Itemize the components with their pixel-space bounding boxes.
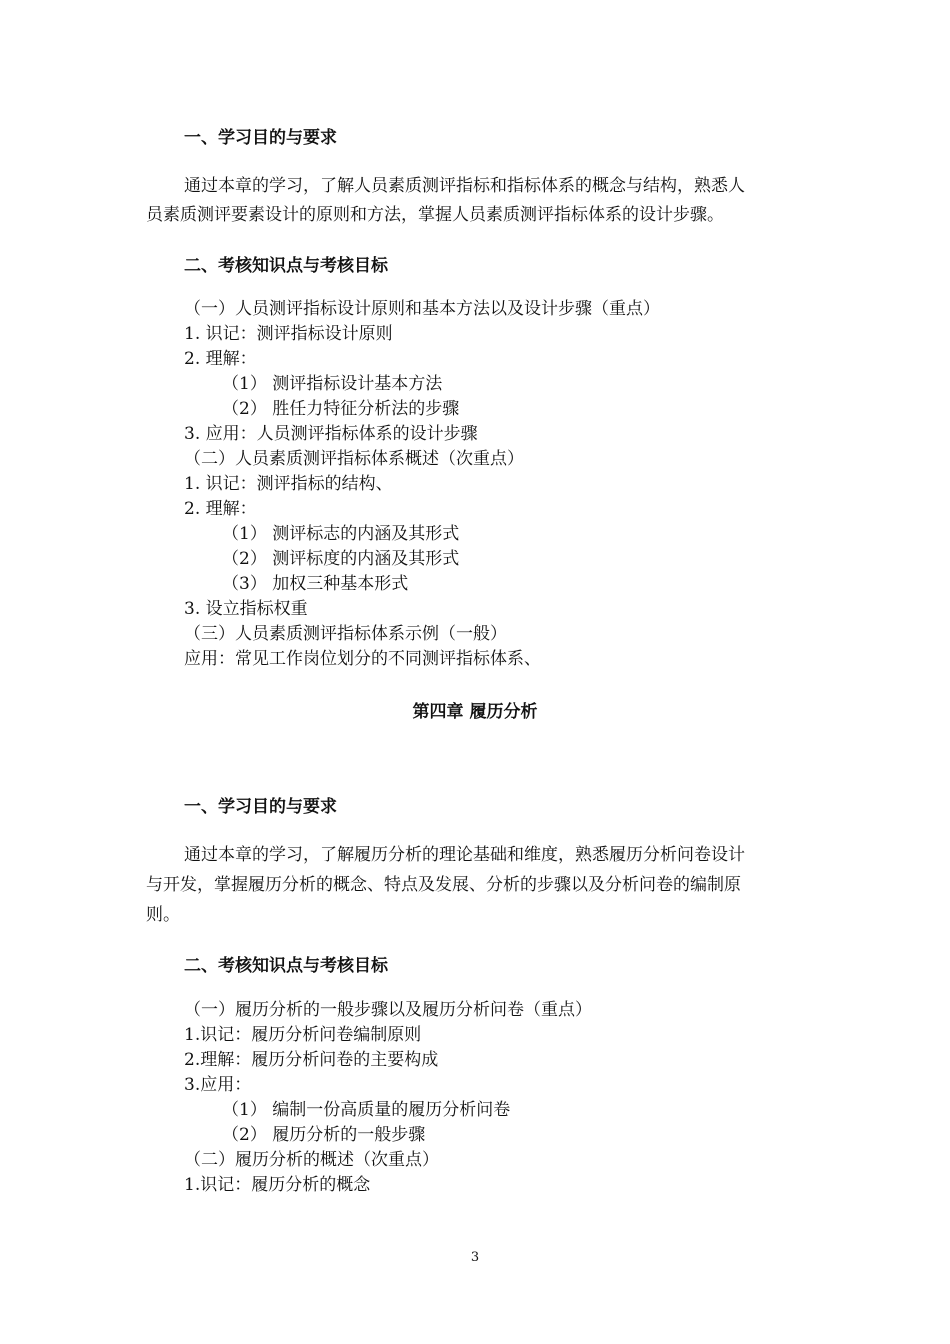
sub-list-item: （2） 胜任力特征分析法的步骤	[222, 399, 460, 419]
group-heading: （一）人员测评指标设计原则和基本方法以及设计步骤（重点）	[184, 299, 660, 319]
intro-paragraph-line: 通过本章的学习，了解履历分析的理论基础和维度，熟悉履历分析问卷设计	[184, 845, 745, 865]
list-item: 2.理解：履历分析问卷的主要构成	[184, 1050, 439, 1070]
list-item: 3. 设立指标权重	[184, 599, 308, 619]
section-heading-objectives: 一、学习目的与要求	[184, 797, 337, 817]
group-heading: （一）履历分析的一般步骤以及履历分析问卷（重点）	[184, 1000, 592, 1020]
sub-list-item: （1） 编制一份高质量的履历分析问卷	[222, 1100, 511, 1120]
list-item: 1. 识记：测评指标设计原则	[184, 324, 393, 344]
list-item: 3. 应用：人员测评指标体系的设计步骤	[184, 424, 478, 444]
intro-paragraph-line: 通过本章的学习，了解人员素质测评指标和指标体系的概念与结构，熟悉人	[184, 176, 745, 196]
section-heading-objectives: 一、学习目的与要求	[184, 128, 337, 148]
sub-list-item: （1） 测评指标设计基本方法	[222, 374, 443, 394]
group-heading: （二）履历分析的概述（次重点）	[184, 1150, 439, 1170]
list-item: 1. 识记：测评指标的结构、	[184, 474, 393, 494]
list-item: 应用：常见工作岗位划分的不同测评指标体系、	[184, 649, 541, 669]
page-number: 3	[470, 1250, 480, 1265]
chapter-title: 第四章 履历分析	[412, 702, 538, 722]
sub-list-item: （1） 测评标志的内涵及其形式	[222, 524, 460, 544]
list-item: 1.识记：履历分析问卷编制原则	[184, 1025, 422, 1045]
section-heading-assessment: 二、考核知识点与考核目标	[184, 256, 388, 276]
list-item: 2. 理解：	[184, 499, 257, 519]
intro-paragraph-line: 与开发，掌握履历分析的概念、特点及发展、分析的步骤以及分析问卷的编制原	[146, 875, 741, 895]
list-item: 3.应用：	[184, 1075, 252, 1095]
sub-list-item: （2） 履历分析的一般步骤	[222, 1125, 426, 1145]
intro-paragraph-line: 员素质测评要素设计的原则和方法，掌握人员素质测评指标体系的设计步骤。	[146, 205, 724, 225]
sub-list-item: （2） 测评标度的内涵及其形式	[222, 549, 460, 569]
group-heading: （二）人员素质测评指标体系概述（次重点）	[184, 449, 524, 469]
section-heading-assessment: 二、考核知识点与考核目标	[184, 956, 388, 976]
list-item: 2. 理解：	[184, 349, 257, 369]
sub-list-item: （3） 加权三种基本形式	[222, 574, 409, 594]
list-item: 1.识记：履历分析的概念	[184, 1175, 371, 1195]
group-heading: （三）人员素质测评指标体系示例（一般）	[184, 624, 507, 644]
intro-paragraph-line: 则。	[146, 905, 180, 925]
